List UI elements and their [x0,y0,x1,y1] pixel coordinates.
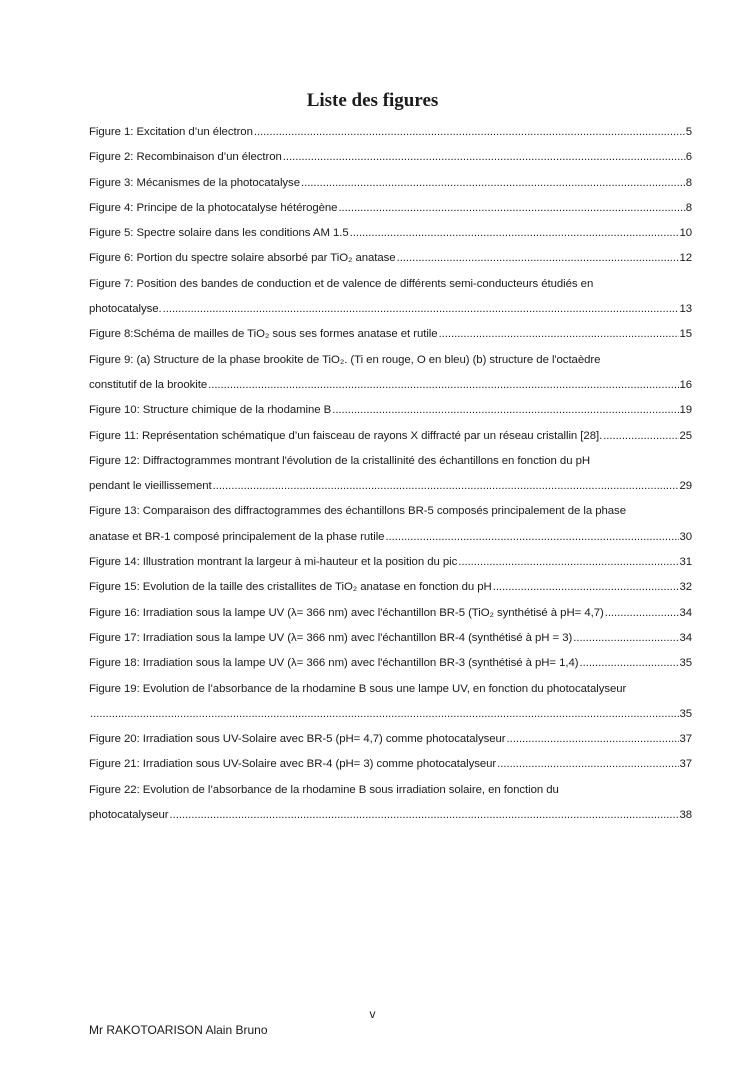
toc-entry-text: Figure 12: Diffractogrammes montrant l'évolution de la cristallinité des échantillons en fonction du pH [89,454,591,467]
toc-entry-text: pendant le vieillissement [89,480,212,493]
toc-entry[interactable] [89,297,692,322]
toc-entry-text: anatase et BR-1 composé principalement de la phase rutile [89,530,385,543]
toc-entry-text: Figure 4: Principe de la photocatalyse hétérogène [89,201,338,214]
toc-entry-text: Figure 3: Mécanismes de la photocatalyse [89,176,300,189]
toc-page-number: 16 [679,378,692,391]
toc-page-number: 10 [679,227,692,240]
toc-entry-text: Figure 11: Représentation schématique d’un faisceau de rayons X diffracté par un réseau cristallin [28]. [89,429,603,442]
toc-entry[interactable] [89,474,692,499]
dot-leader [253,120,686,145]
toc-page-number: 13 [679,303,692,316]
toc-entry[interactable] [89,752,692,777]
dot-leader [396,246,680,271]
toc-page-number: 8 [685,201,692,214]
toc-entry-text: Figure 22: Evolution de l’absorbance de la rhodamine B sous irradiation solaire, en fonction du [89,783,559,796]
toc-page-number: 32 [679,581,692,594]
toc-entry[interactable] [89,221,692,246]
toc-entry-text: Figure 19: Evolution de l’absorbance de la rhodamine B sous une lampe UV, en fonction du photocatalyseur [89,682,627,695]
toc-page-number: 35 [679,707,692,720]
toc-entry[interactable] [89,702,692,727]
toc-entry-text: Figure 16: Irradiation sous la lampe UV (λ= 366 nm) avec l'échantillon BR-5 (TiO₂ synthétisé à pH= 4,7) [89,606,604,619]
dot-leader [457,550,679,575]
dot-leader [492,575,680,600]
toc-entry[interactable] [89,373,692,398]
dot-leader [282,145,686,170]
toc-page-number: 12 [679,252,692,265]
toc-entry-text: photocatalyseur [89,809,169,822]
toc-entry[interactable] [89,171,692,196]
dot-leader [496,752,679,777]
toc-entry-text: Figure 10: Structure chimique de la rhodamine B [89,404,332,417]
dot-leader [169,803,680,828]
toc-entry-text: Figure 18: Irradiation sous la lampe UV (λ= 366 nm) avec l'échantillon BR-3 (synthétisé à pH= 1,4) [89,657,579,670]
toc-entry-text: Figure 6: Portion du spectre solaire absorbé par TiO₂ anatase [89,252,396,265]
toc-page-number: 30 [679,530,692,543]
toc-entry[interactable] [89,322,692,347]
dot-leader [384,525,679,550]
dot-leader [572,626,679,651]
dot-leader [602,424,679,449]
toc-page-number: 37 [679,733,692,746]
dot-leader [579,651,680,676]
dot-leader [438,322,680,347]
toc-entry[interactable] [89,145,692,170]
figure-list [89,120,692,828]
toc-page-number: 25 [679,429,692,442]
toc-page-number: 34 [679,606,692,619]
toc-entry[interactable] [89,398,692,423]
toc-entry-text: photocatalyse. [89,303,162,316]
toc-entry-first-line[interactable] [89,449,692,474]
toc-entry[interactable] [89,424,692,449]
toc-entry-first-line[interactable] [89,499,692,524]
toc-entry-text: Figure 21: Irradiation sous UV-Solaire avec BR-4 (pH= 3) comme photocatalyseur [89,758,497,771]
toc-entry-first-line[interactable] [89,348,692,373]
toc-entry-text: Figure 7: Position des bandes de conduction et de valence de différents semi-conducteurs étudiés en [89,277,594,290]
dot-leader [162,297,680,322]
dot-leader [604,601,680,626]
toc-page-number: 31 [679,556,692,569]
toc-entry[interactable] [89,525,692,550]
toc-entry[interactable] [89,601,692,626]
toc-page-number: 19 [679,404,692,417]
toc-entry[interactable] [89,246,692,271]
toc-entry-text: Figure 14: Illustration montrant la largeur à mi-hauteur et la position du pic [89,556,458,569]
dot-leader [331,398,679,423]
dot-leader [207,373,679,398]
toc-entry-first-line[interactable] [89,778,692,803]
toc-page-number: 34 [679,631,692,644]
toc-page-number: 29 [679,480,692,493]
toc-entry[interactable] [89,120,692,145]
page-number: v [369,1007,376,1021]
toc-entry[interactable] [89,651,692,676]
dot-leader [212,474,680,499]
page-title: Liste des figures [306,90,439,111]
dot-leader [337,196,685,221]
toc-page-number: 35 [679,657,692,670]
toc-entry-text: Figure 20: Irradiation sous UV-Solaire avec BR-5 (pH= 4,7) comme photocatalyseur [89,733,506,746]
toc-entry[interactable] [89,626,692,651]
toc-entry[interactable] [89,727,692,752]
toc-page-number: 38 [679,809,692,822]
toc-entry-text: constitutif de la brookite [89,378,208,391]
toc-page-number: 15 [679,328,692,341]
toc-entry-first-line[interactable] [89,272,692,297]
author-footer: Mr RAKOTOARISON Alain Bruno [89,1023,268,1037]
toc-entry-text: Figure 17: Irradiation sous la lampe UV (λ= 366 nm) avec l'échantillon BR-4 (synthétisé à pH = 3) [89,631,573,644]
dot-leader [506,727,680,752]
toc-entry[interactable] [89,196,692,221]
toc-entry-text: Figure 2: Recombinaison d’un électron [89,151,282,164]
toc-page-number: 37 [679,758,692,771]
toc-entry-text: Figure 13: Comparaison des diffractogrammes des échantillons BR-5 composés principalement de la phase [89,505,626,518]
toc-entry-text: Figure 15: Evolution de la taille des cristallites de TiO₂ anatase en fonction du pH [89,581,492,594]
toc-entry-text: Figure 9: (a) Structure de la phase brookite de TiO₂. (Ti en rouge, O en bleu) (b) structure de l'octaèdre [89,353,601,366]
dot-leader [300,171,686,196]
toc-entry-text: Figure 5: Spectre solaire dans les conditions AM 1.5 [89,227,349,240]
toc-entry-text: Figure 8:Schéma de mailles de TiO₂ sous ses formes anatase et rutile [89,328,438,341]
toc-entry[interactable] [89,575,692,600]
toc-page-number: 8 [685,176,692,189]
toc-entry-text: Figure 1: Excitation d’un électron [89,126,253,138]
dot-leader [89,702,679,727]
dot-leader [349,221,680,246]
toc-page-number: 5 [685,126,692,138]
toc-entry-first-line[interactable] [89,677,692,702]
toc-page-number: 6 [685,151,692,164]
toc-entry[interactable] [89,550,692,575]
toc-entry[interactable] [89,803,692,828]
